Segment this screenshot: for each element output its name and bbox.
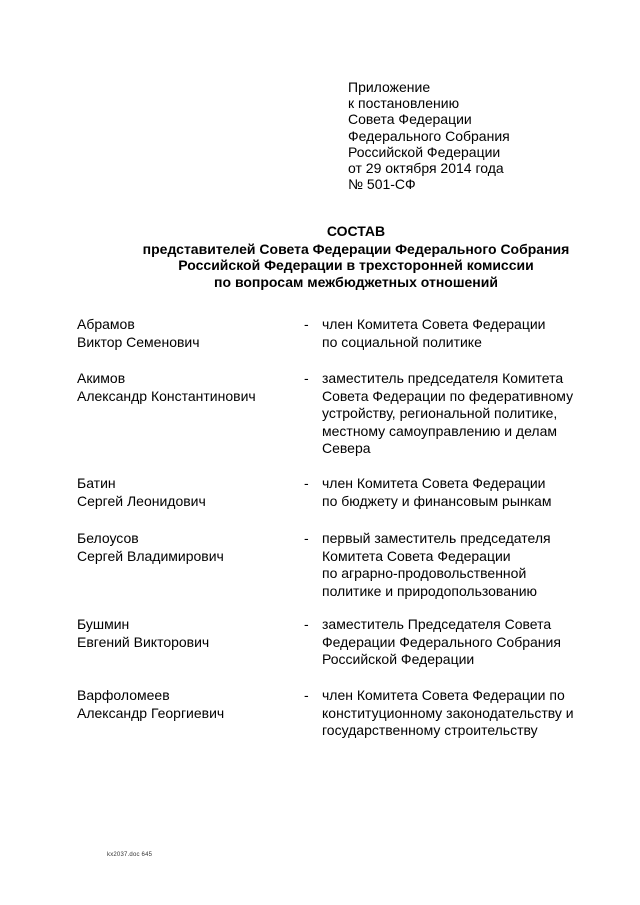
member-given-name: Евгений Викторович	[77, 633, 210, 650]
position-line: Севера	[322, 440, 371, 456]
position-line: заместитель председателя Комитета	[322, 370, 564, 386]
member-given-name: Сергей Леонидович	[77, 492, 206, 509]
member-position	[322, 316, 622, 351]
member-name	[77, 370, 287, 405]
member-name	[77, 475, 287, 510]
footer-document-code: kx2037.doc 645	[107, 852, 153, 858]
position-line: Совета Федерации по федеративному	[322, 387, 574, 404]
title-heading: СОСТАВ	[326, 223, 386, 239]
title-line: Российской Федерации в трехсторонней комиссии	[178, 257, 534, 273]
member-name	[77, 316, 287, 351]
position-line: первый заместитель председателя	[322, 530, 551, 546]
title-line: представителей Совета Федерации Федерального Собрания	[142, 240, 570, 257]
member-position	[322, 687, 622, 740]
appendix-line: Приложение	[348, 79, 431, 95]
position-line: Федерации Федерального Собрания	[322, 633, 561, 650]
member-name	[77, 616, 287, 651]
position-line: по социальной политике	[322, 333, 482, 350]
member-dash: -	[304, 687, 309, 703]
position-line: политике и природопользованию	[322, 582, 538, 599]
position-line: член Комитета Совета Федерации	[322, 316, 546, 332]
member-name	[77, 687, 287, 722]
position-line: заместитель Председателя Совета	[322, 616, 552, 632]
member-position	[322, 370, 622, 458]
document-title	[0, 223, 640, 290]
member-surname: Батин	[77, 475, 116, 491]
position-line: Российской Федерации	[322, 651, 475, 667]
appendix-line: № 501-СФ	[348, 176, 416, 193]
member-dash: -	[304, 530, 309, 546]
appendix-line: от 29 октября 2014 года	[348, 160, 504, 177]
position-line: устройству, региональной политике,	[322, 405, 558, 421]
position-line: государственному строительству	[322, 722, 538, 738]
member-name	[77, 530, 287, 565]
member-dash: -	[304, 616, 309, 632]
position-line: член Комитета Совета Федерации	[322, 475, 546, 491]
appendix-line: к постановлению	[348, 95, 460, 112]
member-dash: -	[304, 370, 309, 386]
member-given-name: Александр Константинович	[77, 387, 256, 404]
member-dash: -	[304, 316, 309, 332]
member-position	[322, 616, 622, 669]
position-line: по аграрно-продовольственной	[322, 565, 527, 581]
position-line: по бюджету и финансовым рынкам	[322, 492, 552, 509]
member-position	[322, 530, 622, 600]
member-given-name: Александр Георгиевич	[77, 704, 225, 721]
member-given-name: Виктор Семенович	[77, 333, 200, 350]
appendix-line: Российской Федерации	[348, 143, 501, 160]
position-line: член Комитета Совета Федерации по	[322, 687, 565, 703]
appendix-line: Федерального Собрания	[348, 127, 510, 144]
member-surname: Абрамов	[77, 316, 135, 332]
member-surname: Акимов	[77, 370, 126, 386]
appendix-block	[348, 79, 510, 192]
position-line: местному самоуправлению и делам	[322, 422, 557, 439]
position-line: Комитета Совета Федерации	[322, 547, 511, 564]
member-surname: Варфоломеев	[77, 687, 170, 703]
member-position	[322, 475, 622, 510]
member-given-name: Сергей Владимирович	[77, 547, 224, 564]
member-surname: Бушмин	[77, 616, 130, 632]
position-line: конституционному законодательству и	[322, 704, 574, 721]
appendix-line: Совета Федерации	[348, 111, 472, 128]
title-line: по вопросам межбюджетных отношений	[214, 273, 498, 290]
member-surname: Белоусов	[77, 530, 139, 546]
member-dash: -	[304, 475, 309, 491]
